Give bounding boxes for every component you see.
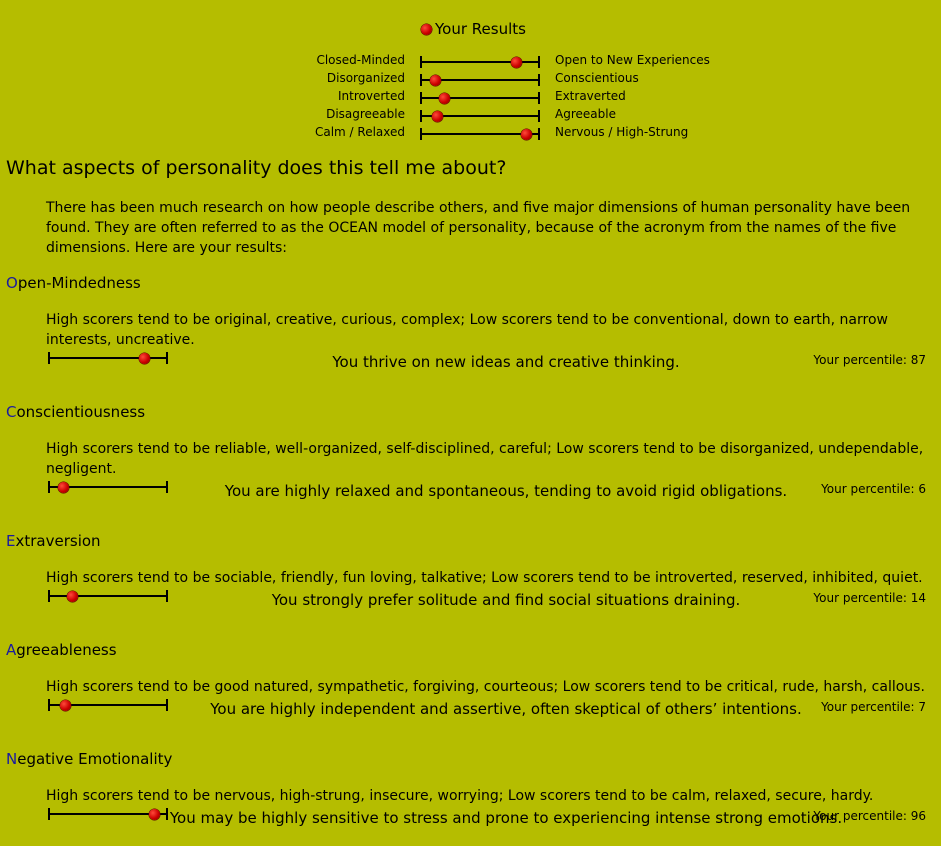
score-marker-icon <box>149 809 160 820</box>
score-marker-icon <box>58 482 69 493</box>
summary-right-label: Extraverted <box>555 89 626 103</box>
score-marker-icon <box>511 57 522 68</box>
summary-row-extraversion <box>0 88 941 106</box>
summary-left-label: Disagreeable <box>326 107 405 121</box>
trait-description: High scorers tend to be nervous, high-strung, insecure, worrying; Low scorers tend to be calm, relaxed, secure, hardy. <box>46 788 874 804</box>
score-marker-icon <box>139 353 150 364</box>
trait-initial: A <box>6 641 17 659</box>
trait-title-rest: onscientiousness <box>16 403 146 421</box>
score-marker-icon <box>432 111 443 122</box>
trait-result-text: You thrive on new ideas and creative thinking. <box>332 353 680 371</box>
trait-initial: C <box>6 403 17 421</box>
trait-percentile: Your percentile: 7 <box>821 700 926 714</box>
trait-description: High scorers tend to be good natured, sympathetic, forgiving, courteous; Low scorers tend to be critical, rude, harsh, callous. <box>46 679 925 695</box>
trait-scale <box>48 352 168 364</box>
trait-initial: O <box>6 274 18 292</box>
summary-left-label: Closed-Minded <box>316 53 405 67</box>
trait-scale <box>48 808 168 820</box>
trait-result-text: You are highly relaxed and spontaneous, tending to avoid rigid obligations. <box>224 482 788 500</box>
score-marker-icon <box>521 129 532 140</box>
trait-scale <box>48 699 168 711</box>
summary-scale <box>420 128 540 140</box>
trait-percentile: Your percentile: 96 <box>813 809 926 823</box>
summary-row-agreeableness <box>0 106 941 124</box>
summary-scale <box>420 56 540 68</box>
score-marker-icon <box>430 75 441 86</box>
trait-description: High scorers tend to be reliable, well-organized, self-disciplined, careful; Low scorers tend to be disorganized, undependable, negligent. <box>46 441 924 477</box>
trait-result-text: You are highly independent and assertive, often skeptical of others’ intentions. <box>210 700 802 718</box>
trait-title <box>6 641 117 659</box>
score-marker-icon <box>67 591 78 602</box>
trait-initial: N <box>6 750 18 768</box>
trait-percentile: Your percentile: 6 <box>821 482 926 496</box>
trait-result-text: You strongly prefer solitude and find social situations draining. <box>271 591 741 609</box>
summary-left-label: Introverted <box>338 89 405 103</box>
summary-left-label: Disorganized <box>326 71 405 85</box>
results-title <box>421 20 526 38</box>
results-marker-icon <box>421 24 432 35</box>
summary-row-openness <box>0 52 941 70</box>
trait-description: High scorers tend to be sociable, friendly, fun loving, talkative; Low scorers tend to be introverted, reserved, inhibited, quiet. <box>46 570 923 586</box>
summary-left-label: Calm / Relaxed <box>314 125 405 139</box>
summary-scale <box>420 74 540 86</box>
score-marker-icon <box>439 93 450 104</box>
trait-result-text: You may be highly sensitive to stress and prone to experiencing intense strong emotions. <box>169 809 843 827</box>
trait-title <box>6 750 172 768</box>
summary-scale <box>420 92 540 104</box>
summary-scale <box>420 110 540 122</box>
section-heading: What aspects of personality does this tell me about? <box>6 157 507 179</box>
summary-row-neuroticism <box>0 124 941 142</box>
trait-percentile: Your percentile: 87 <box>813 353 926 367</box>
trait-title <box>6 274 141 292</box>
summary-right-label: Open to New Experiences <box>555 53 710 67</box>
summary-right-label: Conscientious <box>555 71 639 85</box>
summary-right-label: Agreeable <box>555 107 616 121</box>
intro-paragraph: There has been much research on how people describe others, and five major dimensions of human personality have been found. They are often referred to as the OCEAN model of personality, because of the acronym from the names of the five dimensions. Here are your results: <box>46 200 911 256</box>
trait-title-rest: egative Emotionality <box>17 750 173 768</box>
score-marker-icon <box>60 700 71 711</box>
trait-scale <box>48 590 168 602</box>
results-title-text: Your Results <box>435 20 526 38</box>
trait-title-rest: xtraversion <box>15 532 101 550</box>
trait-percentile: Your percentile: 14 <box>813 591 926 605</box>
trait-title <box>6 403 145 421</box>
trait-initial: E <box>6 532 16 550</box>
trait-title-rest: pen-Mindedness <box>17 274 141 292</box>
trait-description: High scorers tend to be original, creative, curious, complex; Low scorers tend to be conventional, down to earth, narrow interests, uncreative. <box>46 312 888 348</box>
trait-title <box>6 532 101 550</box>
summary-row-conscientiousness <box>0 70 941 88</box>
summary-right-label: Nervous / High-Strung <box>555 125 689 139</box>
trait-title-rest: greeableness <box>16 641 117 659</box>
trait-scale <box>48 481 168 493</box>
